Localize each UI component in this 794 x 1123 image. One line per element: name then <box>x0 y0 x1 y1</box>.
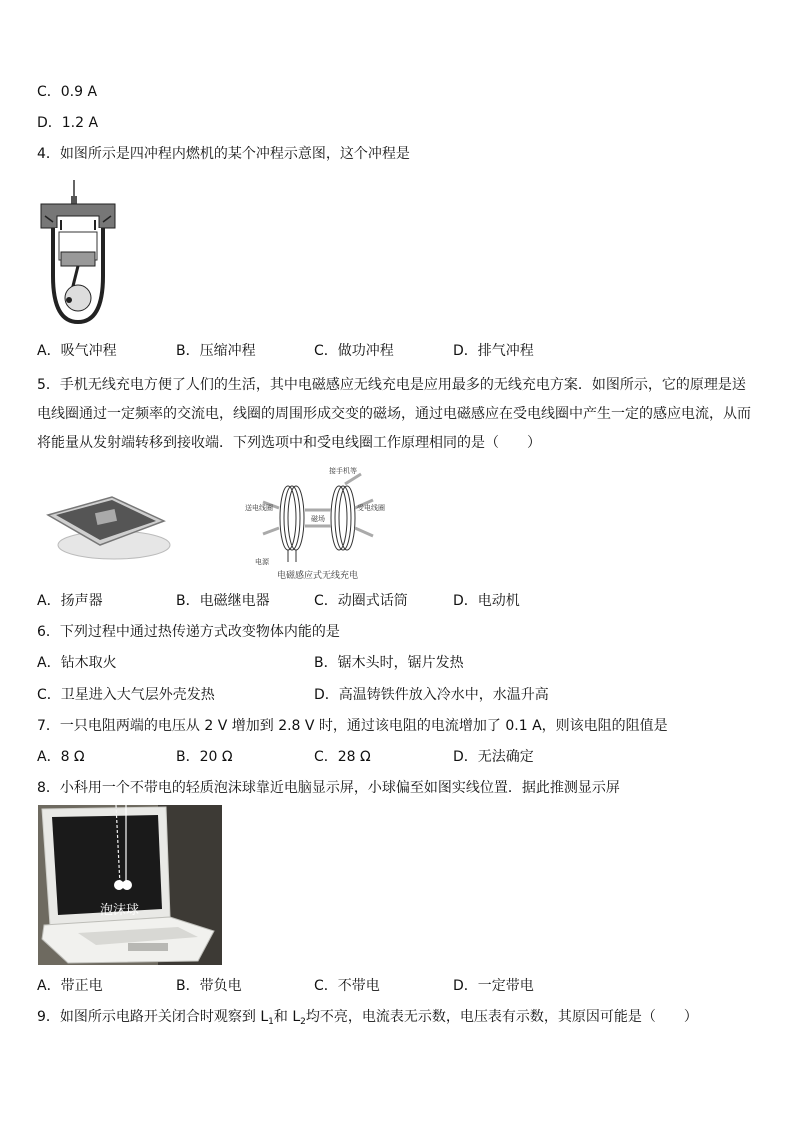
q4-option-d: D．排气冲程 <box>453 343 534 359</box>
q3-option-c: C．0.9 A <box>37 84 98 100</box>
q8-option-d: D．一定带电 <box>453 978 534 994</box>
phone-label: 接手机等 <box>329 467 357 475</box>
q6-option-c: C．卫星进入大气层外壳发热 <box>37 687 215 703</box>
q8-option-c: C．不带电 <box>314 978 380 994</box>
q5-option-d: D．电动机 <box>453 593 520 609</box>
q4-stem: 4．如图所示是四冲程内燃机的某个冲程示意图，这个冲程是 <box>37 146 410 162</box>
q3-option-d: D．1.2 A <box>37 115 99 131</box>
q6-option-a: A．钻木取火 <box>37 655 117 671</box>
q5-option-a: A．扬声器 <box>37 593 103 609</box>
q6-option-d: D．高温铸铁件放入冷水中，水温升高 <box>314 687 549 703</box>
q7-option-c: C．28 Ω <box>314 749 371 765</box>
laptop-foam-ball-photo <box>38 805 222 965</box>
phone-on-charger-photo <box>42 487 172 563</box>
q5-stem: 5．手机无线充电方便了人们的生活，其中电磁感应无线充电是应用最多的无线充电方案．如图所示，它的原理是送电线圈通过一定频率的交流电，线圈的周围形成交变的磁场，通过电磁感应在受电线圈中产生一定的感应电流，从而将能量从发射端转移到接收端．下列选项中和受电线圈工作原理相同的是（ ） <box>37 377 751 451</box>
q5-option-c: C．动圈式话筒 <box>314 593 408 609</box>
q5-option-b: B．电磁继电器 <box>176 593 270 609</box>
power-source-label: 电源 <box>255 558 269 566</box>
q8-option-a: A．带正电 <box>37 978 103 994</box>
engine-stroke-diagram <box>37 176 119 328</box>
q4-option-c: C．做功冲程 <box>314 343 394 359</box>
q7-stem: 7．一只电阻两端的电压从 2 V 增加到 2.8 V 时，通过该电阻的电流增加了 0.1 A，则该电阻的阻值是 <box>37 718 668 734</box>
q7-option-d: D．无法确定 <box>453 749 534 765</box>
q4-option-a: A．吸气冲程 <box>37 343 117 359</box>
foam-ball-label: 泡沫球 <box>100 903 140 918</box>
q7-option-a: A．8 Ω <box>37 749 85 765</box>
wireless-charging-diagram <box>243 466 393 582</box>
magnetic-field-label: 磁场 <box>311 515 325 523</box>
q6-stem: 6．下列过程中通过热传递方式改变物体内能的是 <box>37 624 340 640</box>
sending-coil-label: 送电线圈 <box>245 504 273 512</box>
q8-stem: 8．小科用一个不带电的轻质泡沫球靠近电脑显示屏，小球偏至如图实线位置．据此推测显示屏 <box>37 780 620 796</box>
q9-stem: 9．如图所示电路开关闭合时观察到 $L_1$和 $L_2$均不亮，电流表无示数，电压表有示数，其原因可能是（ ） <box>37 1009 698 1027</box>
q8-option-b: B．带负电 <box>176 978 242 994</box>
receiving-coil-label: 受电线圈 <box>357 504 385 512</box>
diagram-caption: 电磁感应式无线充电 <box>277 571 359 581</box>
q4-option-b: B．压缩冲程 <box>176 343 256 359</box>
q6-option-b: B．锯木头时，锯片发热 <box>314 655 464 671</box>
q7-option-b: B．20 Ω <box>176 749 233 765</box>
